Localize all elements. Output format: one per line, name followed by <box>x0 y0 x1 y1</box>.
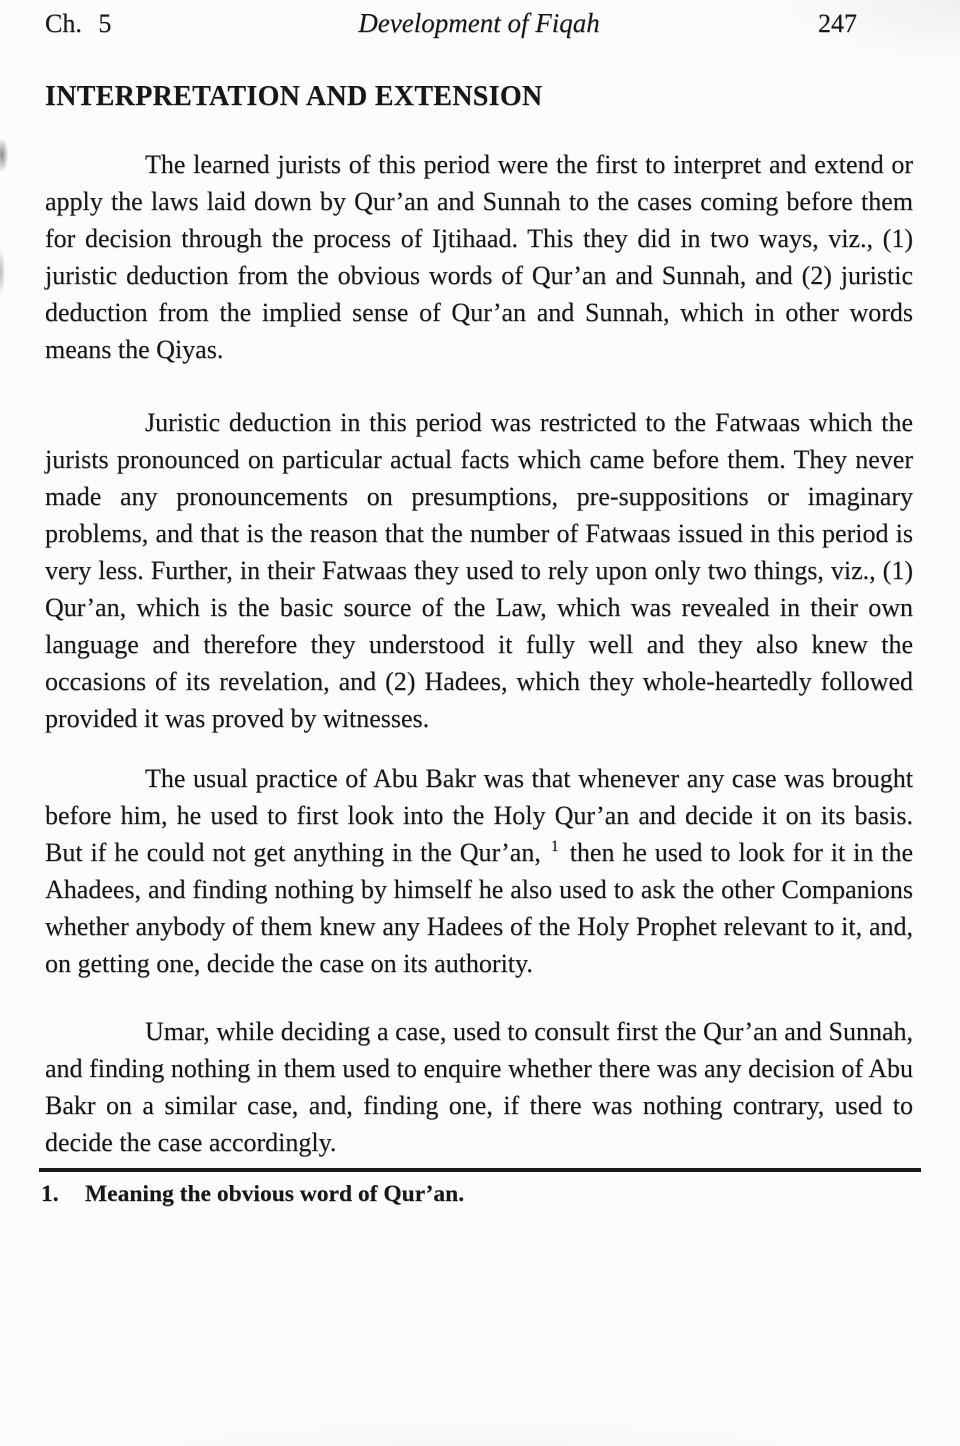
paragraph-text: The usual practice of Abu Bakr was that whenever any case was brought before him, he used to first look into the Holy Qur’an and decide it on its basis. But if he could not get anything in the Qur’an, <box>45 764 913 867</box>
page-header <box>45 8 913 39</box>
footnote-marker: 1. <box>41 1181 59 1207</box>
paragraph-4 <box>45 1013 913 1161</box>
footnote-text: Meaning the obvious word of Qur’an. <box>85 1181 465 1207</box>
footnote-ref: 1 <box>550 838 559 856</box>
paragraph-3 <box>45 760 913 982</box>
paragraph-2 <box>45 404 913 737</box>
section-heading: INTERPRETATION AND EXTENSION <box>45 81 543 112</box>
paragraph-text: Juristic deduction in this period was restricted to the Fatwaas which the jurists pronounced on particular actual facts which came before them. They never made any pronouncements on presumptions, pre-suppositions or imaginary problems, and that is the reason that the number of Fatwaas issued in this period is very less. Further, in their Fatwaas they used to rely upon only two things, viz., (1) Qur’an, which is the basic source of the Law, which was revealed in their own language and therefore they understood it fully well and they also knew the occasions of its revelation, and (2) Hadees, which they whole-heartedly followed provided it was proved by witnesses. <box>45 408 913 733</box>
paragraph-1 <box>45 146 913 368</box>
footnote-separator <box>39 1168 921 1172</box>
paragraph-text: The learned jurists of this period were the first to interpret and extend or apply the laws laid down by Qur’an and Sunnah to the cases coming before them for decision through the process of Ijtihaad. This they did in two ways, viz., (1) juristic deduction from the obvious words of Qur’an and Sunnah, and (2) juristic deduction from the implied sense of Qur’an and Sunnah, which in other words means the Qiyas. <box>45 150 913 364</box>
paragraph-text: then he used to look for it in the Ahadees, and finding nothing by himself he also used to ask the other Companions whether anybody of them knew any Hadees of the Holy Prophet relevant to it, and, on getting one, decide the case on its authority. <box>45 838 913 978</box>
footnote <box>41 1179 913 1209</box>
page-number: 247 <box>818 9 857 38</box>
running-title: Development of Fiqah <box>358 8 600 38</box>
paragraph-text: Umar, while deciding a case, used to consult first the Qur’an and Sunnah, and finding nothing in them used to enquire whether there was any decision of Abu Bakr on a similar case, and, finding one, if there was nothing contrary, used to decide the case accordingly. <box>45 1017 913 1157</box>
chapter-label: Ch. 5 <box>45 9 112 38</box>
